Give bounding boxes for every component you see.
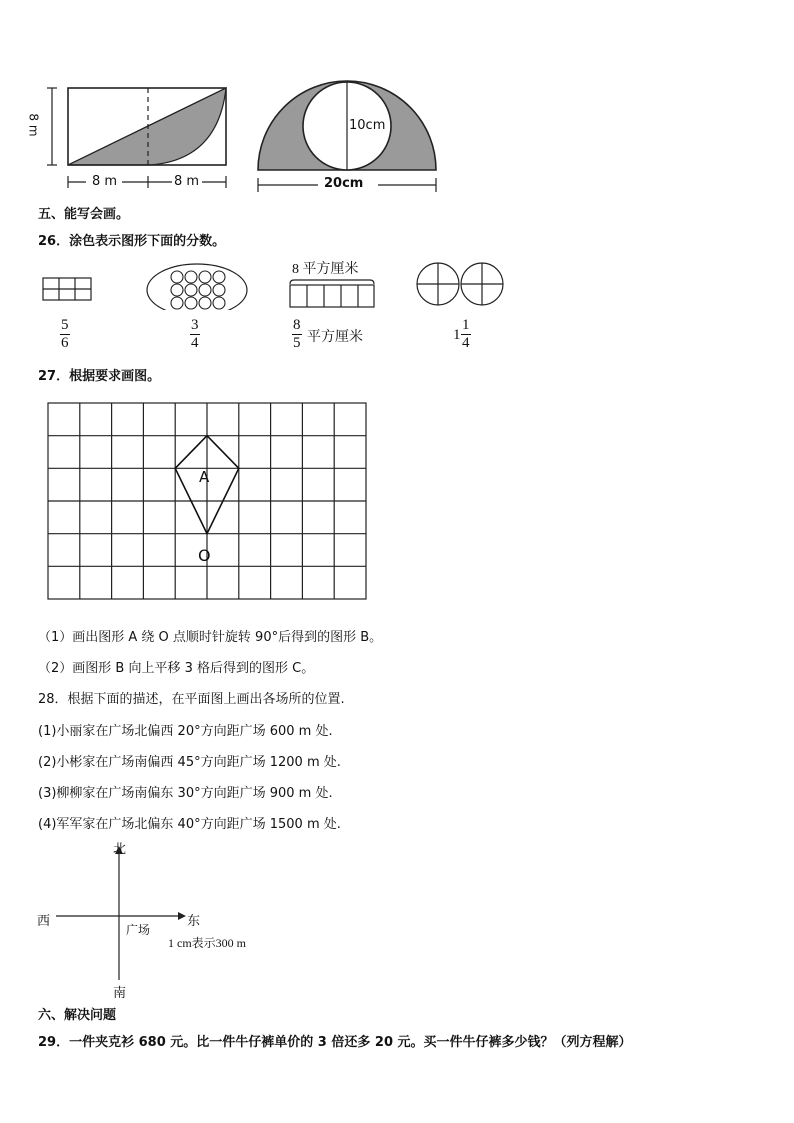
q28-line4: (4)军军家在广场北偏东 40°方向距广场 1500 m 处.: [38, 817, 341, 832]
q26-bar-top-label: 8 平方厘米: [292, 262, 359, 277]
q28-text: 28．根据下面的描述，在平面图上画出各场所的位置.: [38, 692, 345, 707]
q28-line3: (3)柳柳家在广场南偏东 30°方向距广场 900 m 处.: [38, 786, 333, 801]
q29-text: 29．一件夹克衫 680 元。比一件牛仔裤单价的 3 倍还多 20 元。买一件牛仔裤多少钱？（列方程解）: [38, 1035, 632, 1050]
q26-fraction-1: 5 6: [61, 317, 69, 351]
semicircle-width-label: 20cm: [324, 176, 364, 191]
q26-fraction-3: 8 5: [293, 317, 301, 351]
q26-fraction-4: 1 4: [462, 317, 470, 351]
q27-grid: [40, 395, 380, 605]
compass-south: 南: [113, 986, 127, 1001]
section5-title: 五、能写会画。: [38, 207, 130, 222]
shape-a-label: A: [199, 468, 210, 486]
compass-center: 广场: [126, 923, 151, 937]
compass-north: 北: [113, 842, 127, 857]
q26-text: 26．涂色表示图形下面的分数。: [38, 234, 226, 249]
q26-fraction-2: 3 4: [191, 317, 199, 351]
q26-bar: [290, 280, 374, 307]
rect-bottom-left-label: 8 m: [92, 174, 118, 189]
compass-east: 东: [187, 914, 201, 929]
rect-side-label: 8 m: [26, 113, 41, 137]
q26-mixed-whole: 1: [453, 327, 461, 343]
q28-line1: (1)小丽家在广场北偏西 20°方向距广场 600 m 处.: [38, 724, 333, 739]
q27-text: 27．根据要求画图。: [38, 369, 161, 384]
section6-title: 六、解决问题: [38, 1008, 117, 1023]
top-figures: [0, 0, 794, 200]
q28-line2: (2)小彬家在广场南偏西 45°方向距广场 1200 m 处.: [38, 755, 341, 770]
map-scale: 1 cm表示300 m: [168, 936, 246, 950]
q26-oval-circles: [147, 264, 247, 310]
rect-bottom-right-label: 8 m: [174, 174, 200, 189]
point-o-label: O: [198, 546, 211, 565]
q26-rect-grid: [43, 278, 91, 300]
rectangle-figure: [47, 88, 226, 188]
q26-two-circles: [417, 263, 503, 305]
q26-figures: [0, 250, 794, 310]
q27-part2: （2）画图形 B 向上平移 3 格后得到的图形 C。: [38, 661, 315, 676]
circle-diameter-label: 10cm: [349, 118, 386, 133]
q26-fraction-3-unit: 平方厘米: [307, 330, 363, 345]
q27-part1: （1）画出图形 A 绕 O 点顺时针旋转 90°后得到的图形 B。: [38, 630, 383, 645]
compass-west: 西: [37, 914, 51, 929]
